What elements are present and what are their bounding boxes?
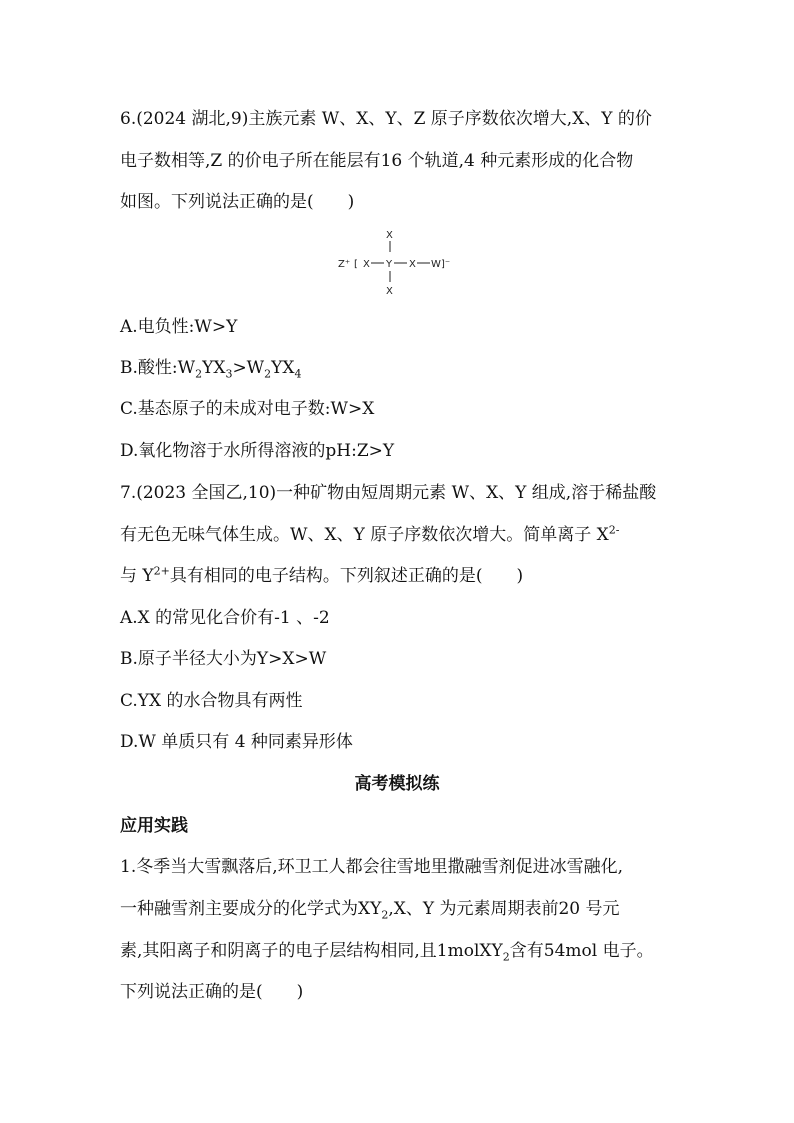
structure-w: W <box>431 259 441 270</box>
structure-top-x: X <box>386 230 393 241</box>
compound-structure-diagram <box>330 226 470 302</box>
structure-bottom-x: X <box>386 286 393 297</box>
q1-line-3: 素,其阳离子和阴离子的电子层结构相同,且1molXY$_2$含有54mol 电子。 <box>120 941 654 964</box>
q6-option-b: B.酸性$:W_2YX_3>W_2YX_4$ <box>120 358 302 381</box>
structure-right-x: X <box>409 259 416 270</box>
q1-line-1: 1.冬季当大雪飘落后,环卫工人都会往雪地里撒融雪剂促进冰雪融化, <box>120 857 624 877</box>
q6-option-a: A.电负性:W>Y <box>120 317 238 337</box>
q7-line-1: 7.(2023 全国乙,10)一种矿物由短周期元素 W、X、Y 组成,溶于稀盐酸 <box>120 483 657 503</box>
q6-option-d: D.氧化物溶于水所得溶液的pH:Z>Y <box>120 441 395 461</box>
q7-option-d: D.W 单质只有 4 种同素异形体 <box>120 732 353 752</box>
structure-cation: Z⁺ <box>338 259 351 270</box>
subsection-title: 应用实践 <box>120 816 188 836</box>
structure-left-x: X <box>363 259 370 270</box>
structure-center-y: Y <box>386 259 393 270</box>
q7-line-2: 有无色无味气体生成。W、X、Y 原子序数依次增大。简单离子 $X^{2-}$ <box>120 523 620 545</box>
q6-line-1: 6.(2024 湖北,9)主族元素 W、X、Y、Z 原子序数依次增大,X、Y 的价 <box>120 109 652 129</box>
section-title: 高考模拟练 <box>354 774 440 794</box>
q7-option-c: C.YX 的水合物具有两性 <box>120 691 303 711</box>
q7-line-3: 与 $Y^{2+}$具有相同的电子结构。下列叙述正确的是( ) <box>120 564 524 586</box>
q6-line-3: 如图。下列说法正确的是( ) <box>120 192 355 212</box>
q7-option-b: B.原子半径大小为Y>X>W <box>120 649 327 669</box>
q6-line-2: 电子数相等,Z 的价电子所在能层有16 个轨道,4 种元素形成的化合物 <box>120 151 634 171</box>
structure-bracket-close: ]⁻ <box>441 259 451 270</box>
structure-bracket-open: [ <box>354 259 358 270</box>
q7-option-a: A.X 的常见化合价有-1 、-2 <box>120 608 330 628</box>
q6-option-c: C.基态原子的未成对电子数:W>X <box>120 399 375 419</box>
q1-line-4: 下列说法正确的是( ) <box>120 982 304 1002</box>
q1-line-2: 一种融雪剂主要成分的化学式为$XY_2,X$、Y 为元素周期表前20 号元 <box>120 899 620 922</box>
